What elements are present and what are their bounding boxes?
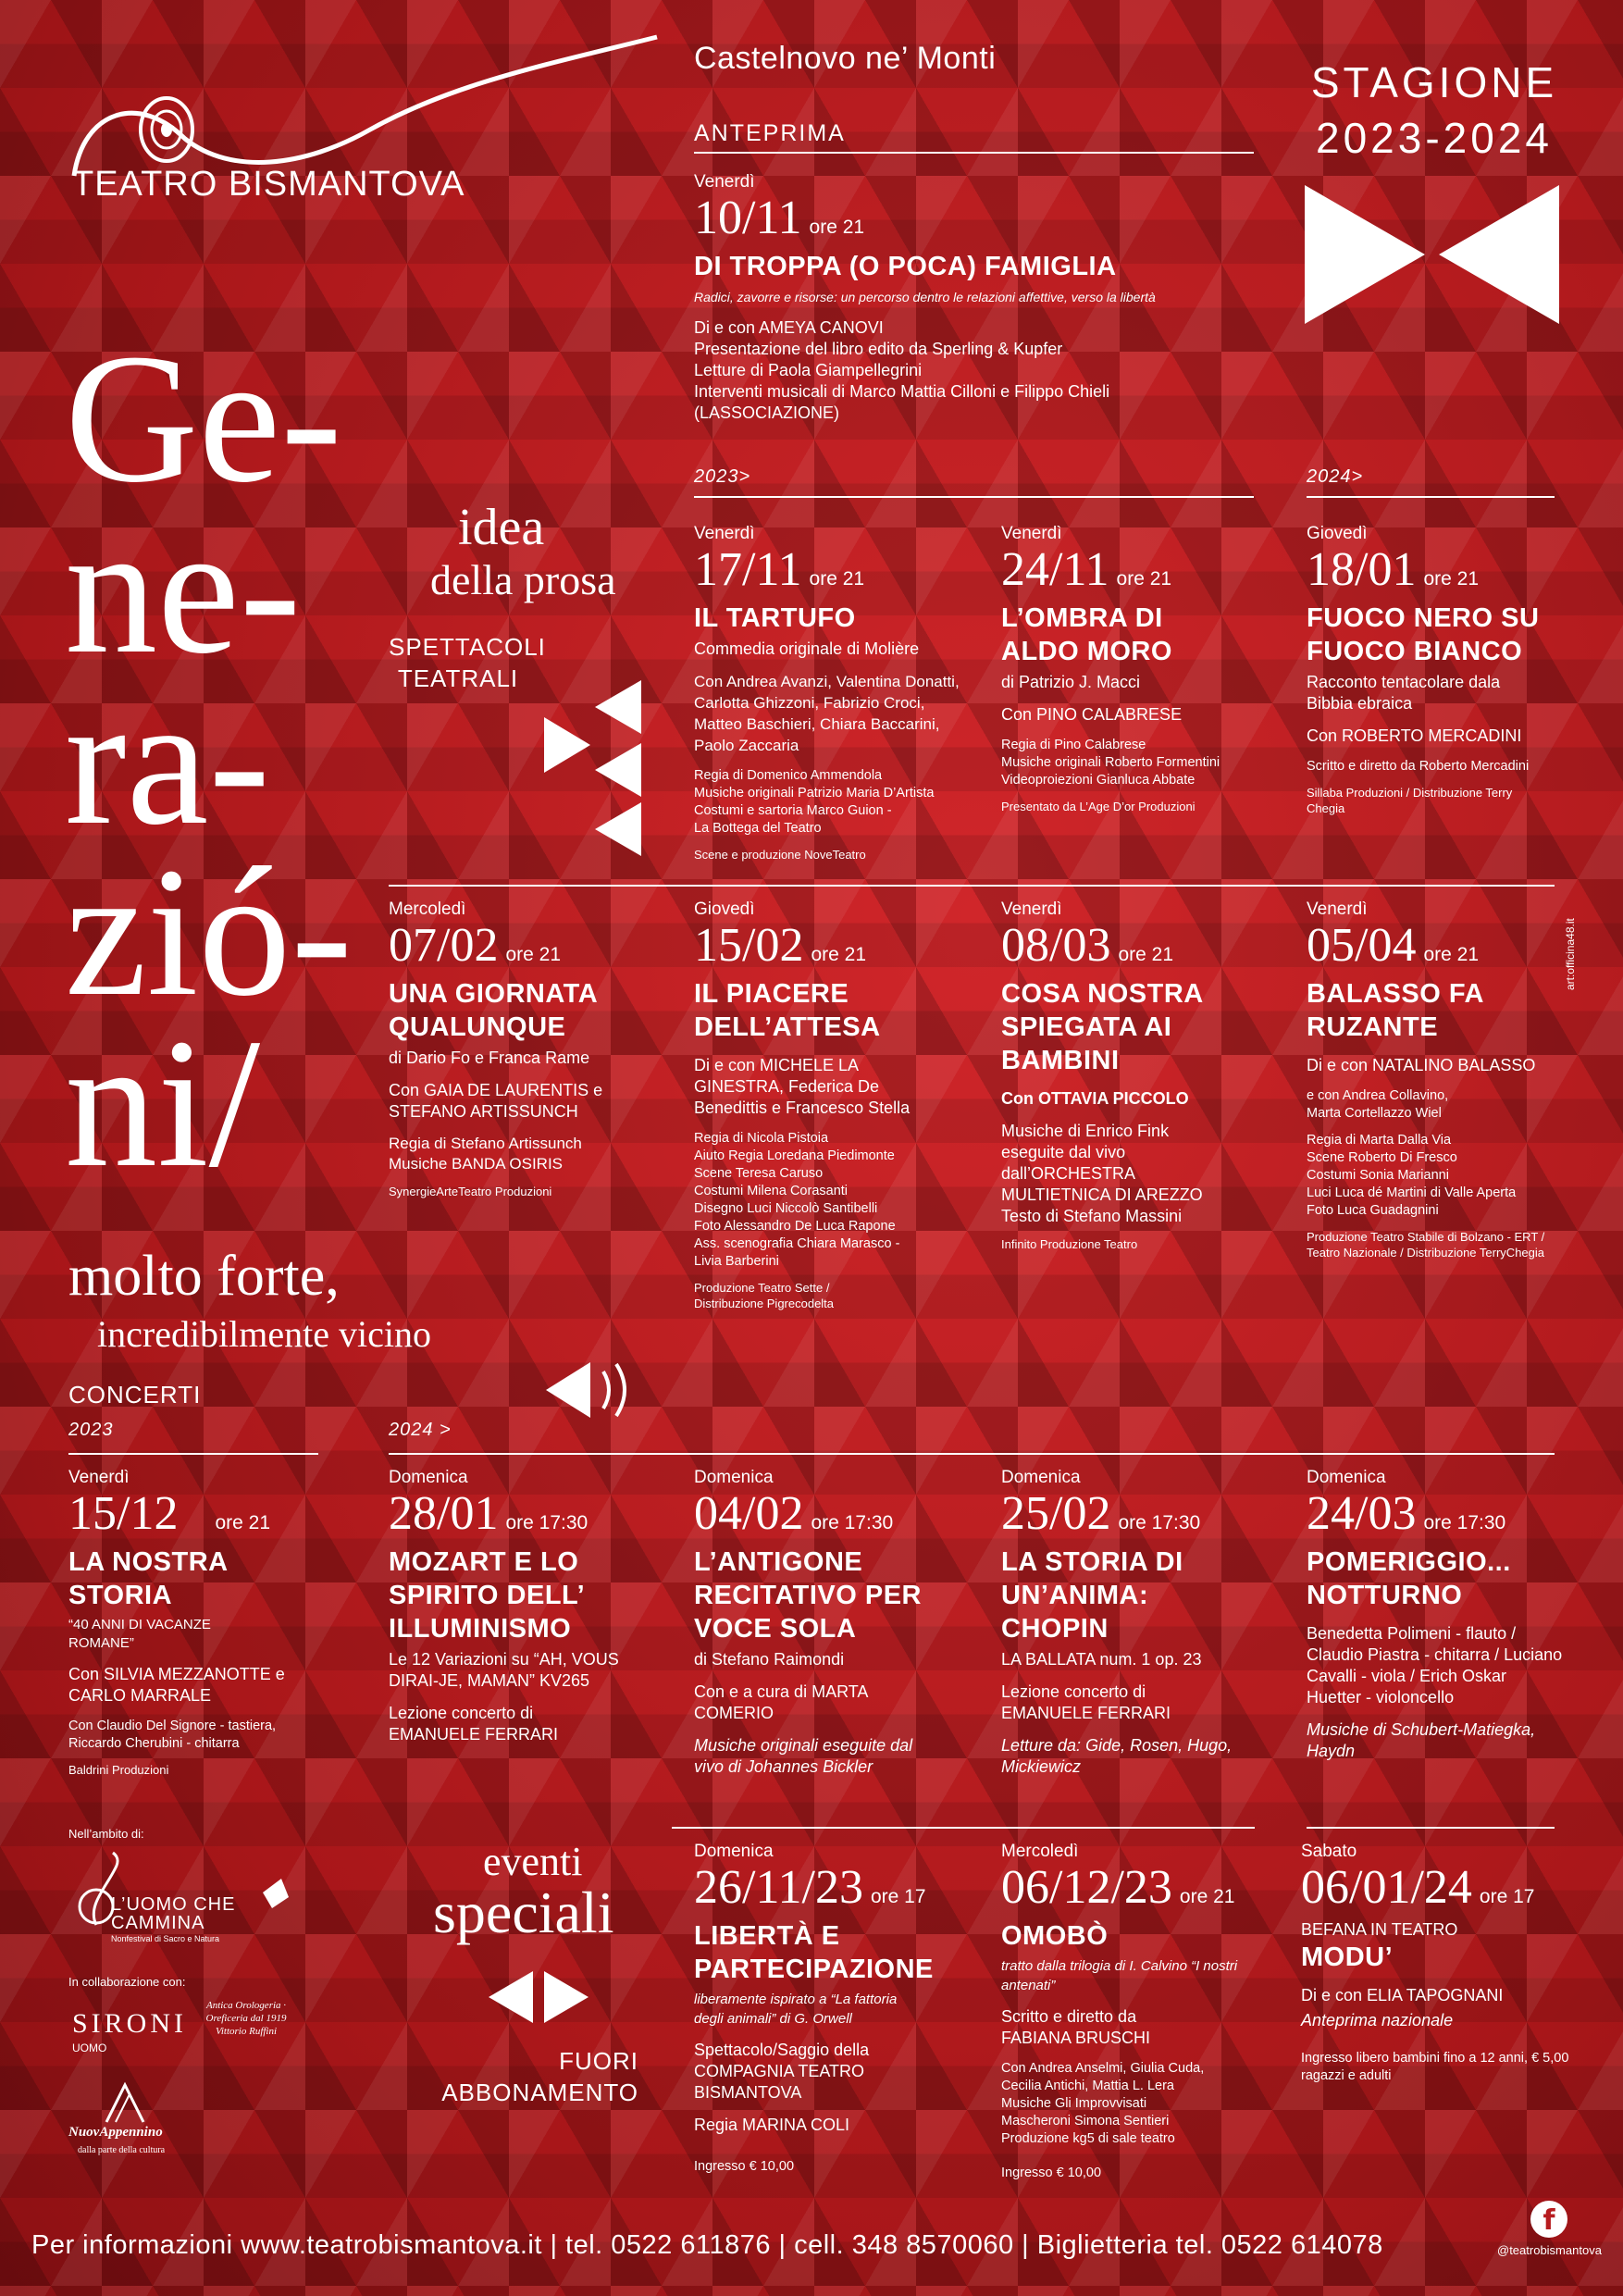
event-time: ore 21 <box>1179 1886 1235 1907</box>
credit-line: Regia di Stefano Artissunch <box>389 1135 582 1152</box>
logo-name: TEATRO BISMANTOVA <box>72 165 465 204</box>
prosa-word1: idea <box>458 499 545 556</box>
event-card <box>389 1468 666 1745</box>
event-time: ore 21 <box>505 944 561 965</box>
event-time: ore 17:30 <box>1423 1512 1506 1533</box>
credit-line: e con Andrea Collavino, <box>1307 1088 1449 1103</box>
event-date: 28/01 <box>389 1487 499 1540</box>
event-time: ore 17 <box>870 1886 926 1907</box>
event-sub: “40 ANNI DI VACANZE ROMANE” <box>68 1617 211 1651</box>
event-day: Domenica <box>1307 1468 1386 1487</box>
event-cast: Spettacolo/Saggio della COMPAGNIA TEATRO BISMANTOVA <box>694 2041 870 2102</box>
credit-line: Mascheroni Simona Sentieri <box>1001 2114 1170 2128</box>
event-date: 06/12/23 <box>1001 1861 1172 1914</box>
year-label: 2024> <box>1307 466 1364 487</box>
event-sub: Le 12 Variazioni su “AH, VOUS DIRAI-JE, MAMAN” KV265 <box>389 1650 619 1690</box>
event-title: LA STORIA DI UN’ANIMA: CHOPIN <box>1001 1547 1183 1644</box>
speciali-word2: speciali <box>433 1880 614 1945</box>
credit-line: Scene Roberto Di Fresco <box>1307 1150 1457 1165</box>
event-date: 26/11/23 <box>694 1861 863 1914</box>
divider <box>694 152 1254 154</box>
credit-line: Costumi e sartoria Marco Guion - <box>694 803 892 818</box>
event-card <box>1307 900 1566 1260</box>
event-time: ore 21 <box>1118 944 1173 965</box>
event-title: MOZART E LO SPIRITO DELL’ ILLUMINISMO <box>389 1547 584 1644</box>
event-card <box>694 900 972 1311</box>
event-cast: Lezione concerto di EMANUELE FERRARI <box>389 1704 559 1744</box>
event-title: COSA NOSTRA SPIEGATA AI BAMBINI <box>1001 979 1203 1075</box>
event-title: L’ANTIGONE RECITATIVO PER VOCE SOLA <box>694 1547 922 1644</box>
divider <box>389 885 1555 887</box>
divider <box>694 496 1254 498</box>
event-card <box>1001 524 1279 814</box>
event-card <box>68 1468 309 1778</box>
event-production: Produzione Teatro Sette / Distribuzione Pigrecodelta <box>694 1281 835 1310</box>
event-details <box>694 317 1268 424</box>
big-title-line: ra- <box>65 659 270 863</box>
sironi-sub: UOMO <box>72 2042 107 2054</box>
event-title: FUOCO NERO SU FUOCO BIANCO <box>1307 603 1540 666</box>
triangles-icon <box>544 680 646 856</box>
event-day: Domenica <box>694 1468 774 1487</box>
event-day: Venerdì <box>1001 524 1062 543</box>
event-time: ore 17 <box>1479 1886 1535 1907</box>
event-day: Mercoledì <box>389 900 466 919</box>
arrows-icon <box>489 1971 590 2023</box>
concerti-word1: molto forte, <box>68 1245 340 1308</box>
event-title: LIBERTÀ E PARTECIPAZIONE <box>694 1921 934 1984</box>
event-time: ore 21 <box>1116 568 1172 590</box>
divider <box>672 1827 1255 1829</box>
event-production: Infinito Produzione Teatro <box>1001 1237 1138 1251</box>
event-cast: Con e a cura di MARTA COMERIO <box>694 1682 868 1722</box>
credit-line: Testo di Stefano Massini <box>1001 1207 1183 1225</box>
event-note: Musiche originali eseguite dal vivo di Johannes Bickler <box>694 1736 913 1776</box>
event-price: Ingresso libero bambini fino a 12 anni, € 5,00 ragazzi e adulti <box>1301 2051 1569 2083</box>
event-title: IL TARTUFO <box>694 603 856 633</box>
event-production: Scene e produzione NoveTeatro <box>694 848 866 862</box>
event-date: 18/01 <box>1307 543 1417 596</box>
credit-line: Scene Teresa Caruso <box>694 1166 824 1181</box>
event-date: 04/02 <box>694 1487 804 1540</box>
uomo-logo-text: L’UOMO CHE CAMMINA <box>111 1894 236 1933</box>
event-sub: liberamente ispirato a “La fattoria degli animali” di G. Orwell <box>694 1992 898 2027</box>
event-date: 15/02 <box>694 919 804 972</box>
event-cast: Con PINO CALABRESE <box>1001 705 1183 724</box>
event-date: 25/02 <box>1001 1487 1111 1540</box>
credit-line: Ass. scenografia Chiara Marasco - <box>694 1236 900 1251</box>
event-pretitle: BEFANA IN TEATRO <box>1301 1920 1458 1939</box>
speciali-caption: FUORI ABBONAMENTO <box>441 2047 638 2106</box>
bowtie-icon <box>1305 185 1559 324</box>
event-time: ore 21 <box>1423 568 1479 590</box>
big-title-line: ni/ <box>65 1001 261 1206</box>
credit-line: Musiche di Enrico Fink eseguite dal vivo dall’ORCHESTRA MULTIETNICA DI AREZZO <box>1001 1122 1203 1204</box>
detail-line: Di e con AMEYA CANOVI <box>694 318 884 337</box>
event-day: Venerdì <box>694 172 755 192</box>
event-day: Sabato <box>1301 1842 1357 1861</box>
event-date: 07/02 <box>389 919 499 972</box>
ruffini-logo: Antica Orologeria · Oreficeria dal 1919 Vittorio Ruffini <box>205 2000 287 2037</box>
year-label: 2023 <box>68 1420 114 1440</box>
event-title: DI TROPPA (O POCA) FAMIGLIA <box>694 252 1117 281</box>
event-anteprima <box>694 172 1268 424</box>
credit-line: Musiche Gli Improvvisati <box>1001 2096 1147 2111</box>
event-cast: Con GAIA DE LAURENTIS e STEFANO ARTISSUNCH <box>389 1081 603 1121</box>
credit-line: Videoproiezioni Gianluca Abbate <box>1001 773 1196 788</box>
credit-line: Foto Luca Guadagnini <box>1307 1203 1439 1218</box>
credit-line: Produzione kg5 di sale teatro <box>1001 2131 1175 2146</box>
event-day: Venerdì <box>694 524 755 543</box>
credit-line: Regia di Nicola Pistoia <box>694 1131 829 1146</box>
nuovappennino-sub: dalla parte della cultura <box>78 2145 166 2155</box>
event-cast: Scritto e diretto da FABIANA BRUSCHI <box>1001 2007 1151 2047</box>
credit-line: Marta Cortellazzo Wiel <box>1307 1106 1442 1121</box>
credit-line: Musiche originali Patrizio Maria D’Artista <box>694 786 935 800</box>
credit-line: Anteprima nazionale <box>1301 2011 1454 2029</box>
big-title-line: zió- <box>65 830 353 1035</box>
event-note: Musiche di Schubert-Matiegka, Haydn <box>1307 1720 1536 1760</box>
event-time: ore 21 <box>811 944 866 965</box>
speciali-word1: eventi <box>483 1839 583 1884</box>
credit-line: Scritto e diretto da Roberto Mercadini <box>1307 759 1530 774</box>
event-title: IL PIACERE DELL’ATTESA <box>694 979 881 1042</box>
credit-line: Costumi Sonia Marianni <box>1307 1168 1449 1183</box>
event-production: SynergieArteTeatro Produzioni <box>389 1185 552 1198</box>
event-cast: Di e con ELIA TAPOGNANI <box>1301 1986 1504 2004</box>
big-title-line: ne- <box>65 488 302 692</box>
event-time: ore 21 <box>1423 944 1479 965</box>
event-card <box>1001 1468 1279 1778</box>
prosa-word2: della prosa <box>430 556 616 603</box>
event-card <box>1307 524 1566 816</box>
event-card <box>1001 900 1279 1252</box>
event-production: Sillaba Produzioni / Distribuzione Terry Chegia <box>1307 786 1513 815</box>
event-card <box>1301 1842 1579 2085</box>
event-cast: Con Andrea Avanzi, Valentina Donatti, Carlotta Ghizzoni, Fabrizio Croci, Matteo Baschieri, Chiara Baccarini, Paolo Zaccaria <box>694 673 960 754</box>
anteprima-label: ANTEPRIMA <box>694 120 846 146</box>
season-label: STAGIONE <box>1310 58 1558 106</box>
event-date: 10/11 <box>694 192 802 244</box>
event-card <box>694 1842 972 2176</box>
event-date: 15/12 <box>68 1487 179 1540</box>
event-day: Domenica <box>1001 1468 1081 1487</box>
event-day: Giovedì <box>1307 524 1368 543</box>
event-sub: di Stefano Raimondi <box>694 1650 845 1669</box>
credit-line: Regia di Marta Dalla Via <box>1307 1133 1452 1148</box>
divider <box>389 1453 1555 1455</box>
event-sub: Racconto tentacolare dala Bibbia ebraica <box>1307 673 1501 713</box>
event-day: Giovedì <box>694 900 755 919</box>
detail-line: Interventi musicali di Marco Mattia Cilloni e Filippo Chieli <box>694 382 1110 401</box>
event-day: Venerdì <box>1307 900 1368 919</box>
event-cast: Con SILVIA MEZZANOTTE e CARLO MARRALE <box>68 1665 285 1705</box>
event-time: ore 21 <box>809 568 865 590</box>
design-credit: art:officina48.it <box>1564 918 1577 990</box>
city-name: Castelnovo ne’ Monti <box>694 41 997 76</box>
detail-line: Letture di Paola Giampellegrini <box>694 361 923 379</box>
credit-line: La Bottega del Teatro <box>694 821 822 836</box>
event-sub: di Patrizio J. Macci <box>1001 673 1141 691</box>
event-date: 24/11 <box>1001 543 1109 596</box>
year-label: 2023> <box>694 466 751 487</box>
event-sub: LA BALLATA num. 1 op. 23 <box>1001 1650 1202 1669</box>
footer-info: Per informazioni www.teatrobismantova.it | tel. 0522 611876 | cell. 348 8570060 | Biglietteria tel. 0522 614078 <box>31 2230 1383 2260</box>
nuovappennino-logo: NuovAppennino <box>68 2125 163 2140</box>
credit-line: Disegno Luci Niccolò Santibelli <box>694 1201 878 1216</box>
event-tagline: Radici, zavorre e risorse: un percorso dentro le relazioni affettive, verso la libertà <box>694 290 1156 304</box>
event-time: ore 17:30 <box>811 1512 894 1533</box>
credit-line: Musiche BANDA OSIRIS <box>389 1155 564 1173</box>
detail-line: (LASSOCIAZIONE) <box>694 403 840 422</box>
collab-label: In collaborazione con: <box>68 1975 186 1989</box>
event-day: Domenica <box>389 1468 468 1487</box>
credit-line: Cecilia Antichi, Mattia L. Lera <box>1001 2079 1174 2093</box>
event-card <box>694 524 972 863</box>
credit-line: Livia Barberini <box>694 1254 779 1269</box>
event-cast: Lezione concerto di EMANUELE FERRARI <box>1001 1682 1171 1722</box>
event-production: Presentato da L’Age D’or Produzioni <box>1001 800 1196 813</box>
event-sub: di Dario Fo e Franca Rame <box>389 1049 590 1067</box>
event-card <box>1307 1468 1575 1762</box>
event-time: ore 21 <box>215 1512 270 1533</box>
big-title <box>65 316 435 1206</box>
event-price: Ingresso € 10,00 <box>694 2159 795 2174</box>
divider <box>1307 496 1555 498</box>
credit-line: Con Andrea Anselmi, Giulia Cuda, <box>1001 2061 1205 2076</box>
credit-line: Con Claudio Del Signore - tastiera, <box>68 1719 277 1733</box>
event-title: BALASSO FA RUZANTE <box>1307 979 1483 1042</box>
social-handle[interactable]: @teatrobismantova <box>1497 2243 1602 2257</box>
event-title: POMERIGGIO... NOTTURNO <box>1307 1547 1511 1610</box>
credit-line: Regia di Domenico Ammendola <box>694 768 883 783</box>
credit-line: Luci Luca dé Martini di Valle Aperta <box>1307 1185 1517 1200</box>
divider <box>68 1453 318 1455</box>
credit-line: Aiuto Regia Loredana Piedimonte <box>694 1148 895 1163</box>
nuovappennino-mark <box>102 2080 148 2127</box>
event-title: OMOBÒ <box>1001 1921 1109 1951</box>
event-time: ore 17:30 <box>1118 1512 1201 1533</box>
event-time: ore 21 <box>809 217 865 238</box>
event-day: Venerdì <box>1001 900 1062 919</box>
prosa-caption: SPETTACOLI TEATRALI <box>389 633 546 692</box>
facebook-icon[interactable]: f <box>1530 2201 1567 2238</box>
credit-line: Musiche originali Roberto Formentini <box>1001 755 1220 770</box>
event-card <box>694 1468 972 1778</box>
event-cast: Di e con NATALINO BALASSO <box>1307 1056 1536 1074</box>
event-note: Letture da: Gide, Rosen, Hugo, Mickiewicz <box>1001 1736 1233 1776</box>
event-date: 08/03 <box>1001 919 1111 972</box>
concerti-caption: CONCERTI <box>68 1381 202 1409</box>
event-title: LA NOSTRA STORIA <box>68 1547 228 1610</box>
event-production: Produzione Teatro Stabile di Bolzano - ERT / Teatro Nazionale / Distribuzione TerryChegia <box>1307 1230 1545 1260</box>
credit-line: Foto Alessandro De Luca Rapone <box>694 1219 896 1234</box>
year-label: 2024 > <box>389 1420 452 1440</box>
event-sub: tratto dalla trilogia di I. Calvino “I nostri antenati” <box>1001 1958 1238 1993</box>
credit-line: Costumi Milena Corasanti <box>694 1184 849 1198</box>
season-years: 2023-2024 <box>1316 114 1553 162</box>
credit-line: Riccardo Cherubini - chitarra <box>68 1736 240 1751</box>
event-cast: Con ROBERTO MERCADINI <box>1307 726 1522 745</box>
speaker-icon <box>546 1360 648 1420</box>
event-day: Mercoledì <box>1001 1842 1079 1861</box>
event-date: 06/01/24 <box>1301 1861 1472 1914</box>
detail-line: Presentazione del libro edito da Sperling & Kupfer <box>694 340 1063 358</box>
credit-line: Regia MARINA COLI <box>694 2116 850 2134</box>
credit-line: Regia di Pino Calabrese <box>1001 738 1146 752</box>
ambito-label: Nell’ambito di: <box>68 1827 144 1841</box>
event-card <box>1001 1842 1279 2182</box>
event-date: 24/03 <box>1307 1487 1417 1540</box>
event-cast: Benedetta Polimeni - flauto / Claudio Piastra - chitarra / Luciano Cavalli - viola / Erich Oskar Huetter - violoncello <box>1307 1624 1563 1706</box>
event-title: L’OMBRA DI ALDO MORO <box>1001 603 1172 666</box>
event-production: Baldrini Produzioni <box>68 1763 169 1777</box>
uomo-logo-sub: Nonfestival di Sacro e Natura <box>111 1934 220 1943</box>
event-sub: Commedia originale di Molière <box>694 639 920 658</box>
event-time: ore 17:30 <box>505 1512 588 1533</box>
event-title: UNA GIORNATA QUALUNQUE <box>389 979 598 1042</box>
concerti-word2: incredibilmente vicino <box>97 1313 431 1355</box>
event-card <box>389 900 666 1199</box>
divider <box>1307 1827 1555 1829</box>
event-day: Domenica <box>694 1842 774 1861</box>
event-price: Ingresso € 10,00 <box>1001 2166 1102 2180</box>
sironi-logo: SIRONI <box>72 2008 188 2039</box>
event-title: MODU’ <box>1301 1942 1394 1972</box>
event-cast: Con OTTAVIA PICCOLO <box>1001 1089 1189 1108</box>
event-day: Venerdì <box>68 1468 130 1487</box>
event-cast: Di e con MICHELE LA GINESTRA, Federica De Benedittis e Francesco Stella <box>694 1056 911 1117</box>
big-title-line: Ge- <box>65 316 342 521</box>
event-date: 17/11 <box>694 543 802 596</box>
event-date: 05/04 <box>1307 919 1417 972</box>
